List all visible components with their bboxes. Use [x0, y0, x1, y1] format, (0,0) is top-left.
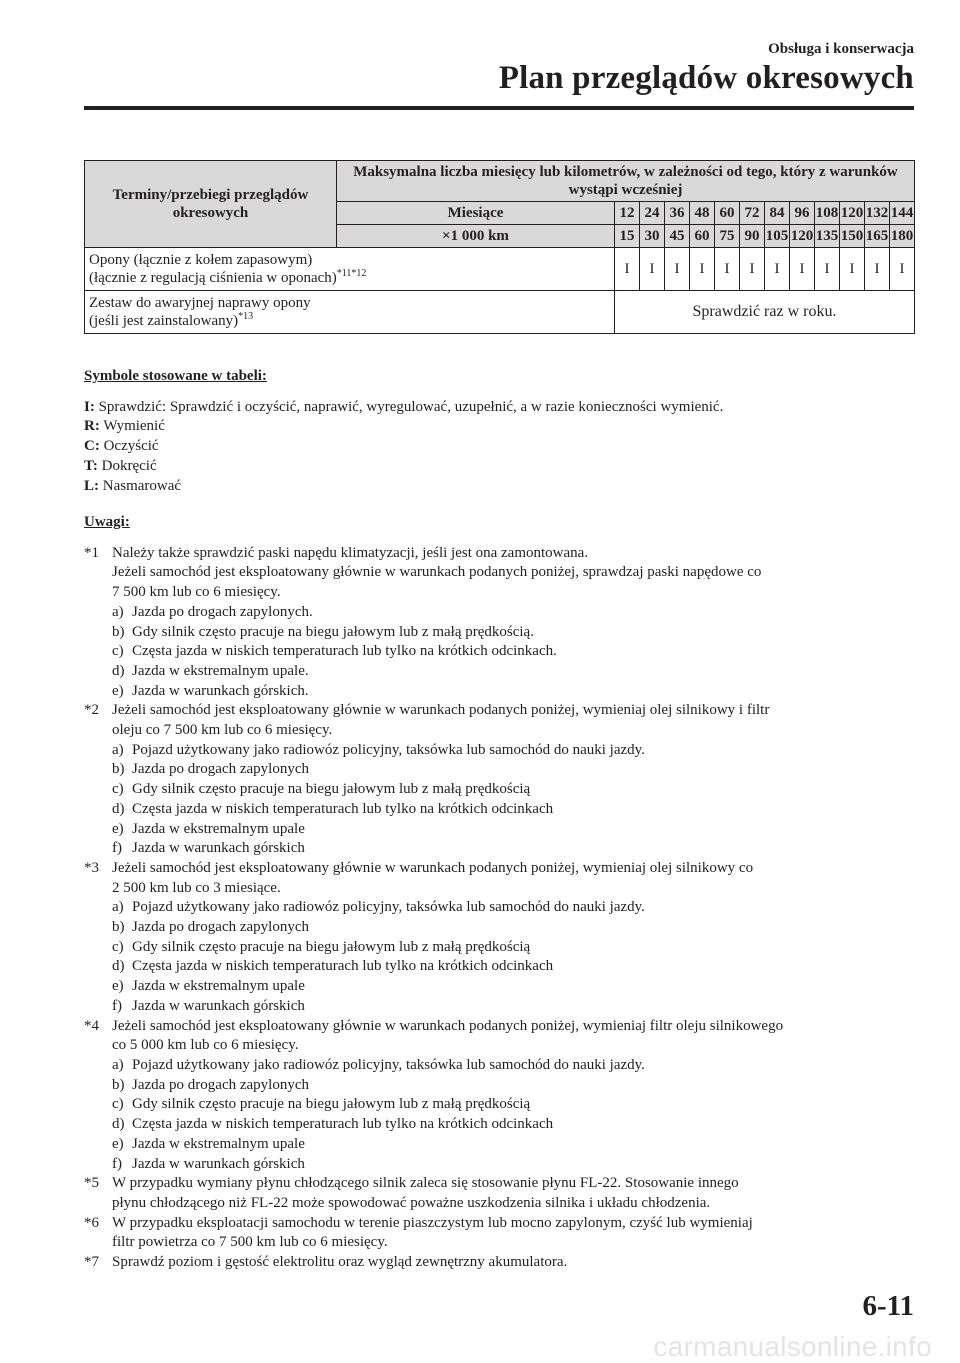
note-item: *1 Należy także sprawdzić paski napędu klimatyzacji, jeśli jest ona zamontowana. Jeżeli samochód jest eksploatowany głównie w warunkach podanych poniżej, sprawdzaj paski napędowe co 7 500 km lub co 6 miesięcy. a) Jazda po drogach zapylonych. b) Gdy silnik często pracuje na biegu jałowym lub z małą prędkością. c) Częsta jazda w niskich temperaturach lub tylko na krótkich odcinkach. d) Jazda w ekstremalnym upale. e) Jazda w warunkach górskich. [84, 544, 914, 702]
tire-check-cell: I [765, 248, 790, 291]
page-title: Plan przeglądów okresowych [498, 60, 914, 96]
note-subitem: a) Pojazd użytkowany jako radiowóz policyjny, taksówka lub samochód do nauki jazdy. [112, 899, 645, 916]
tire-check-cell: I [865, 248, 890, 291]
symbol-item: L: Nasmarować [84, 477, 182, 494]
tire-check-cell: I [665, 248, 690, 291]
km-cell: 135 [815, 225, 840, 248]
note-subitem: c) Gdy silnik często pracuje na biegu jałowym lub z małą prędkością [112, 1096, 531, 1113]
note-subitem: c) Gdy silnik często pracuje na biegu jałowym lub z małą prędkością [112, 781, 531, 798]
months-cell: 84 [765, 202, 790, 225]
km-label: ×1 000 km [337, 225, 615, 248]
table-row [85, 291, 915, 334]
tire-check-cell: I [890, 248, 915, 291]
note-subitem: b) Jazda po drogach zapylonych [112, 1076, 310, 1093]
months-cell: 120 [840, 202, 865, 225]
km-cell: 180 [890, 225, 915, 248]
tire-check-cell: I [715, 248, 740, 291]
tire-check-cell: I [790, 248, 815, 291]
notes-heading: Uwagi: [84, 514, 130, 530]
km-cell: 165 [865, 225, 890, 248]
note-subitem: f) Jazda w warunkach górskich [112, 997, 305, 1014]
note-subitem: d) Jazda w ekstremalnym upale. [112, 662, 309, 679]
km-cell: 150 [840, 225, 865, 248]
notes-section [84, 513, 914, 1273]
note-item: *7 Sprawdź poziom i gęstość elektrolitu oraz wygląd zewnętrzny akumulatora. [84, 1254, 568, 1271]
note-subitem: e) Jazda w ekstremalnym upale [112, 820, 305, 837]
months-cell: 60 [715, 202, 740, 225]
note-subitem: e) Jazda w ekstremalnym upale [112, 1135, 305, 1152]
table-head-span: Maksymalna liczba miesięcy lub kilometrów, w zależności od tego, który z warunków wystąpi wcześniej [337, 161, 915, 202]
symbol-item: R: Wymienić [84, 418, 165, 435]
tire-check-cell: I [690, 248, 715, 291]
section-title: Obsługa i konserwacja [768, 41, 914, 57]
note-item: *2 Jeżeli samochód jest eksploatowany głównie w warunkach podanych poniżej, wymieniaj olej silnikowy i filtr oleju co 7 500 km lub co 6 miesięcy. a) Pojazd użytkowany jako radiowóz policyjny, taksówka lub samochód do nauki jazdy. b) Jazda po drogach zapylonych c) Gdy silnik często pracuje na biegu jałowym lub z małą prędkością d) Częsta jazda w niskich temperaturach lub tylko na krótkich odcinkach e) Jazda w ekstremalnym upale f) Jazda w warunkach górskich [84, 701, 914, 859]
months-cell: 36 [665, 202, 690, 225]
note-subitem: e) Jazda w ekstremalnym upale [112, 978, 305, 995]
months-cell: 144 [890, 202, 915, 225]
header-rule [84, 106, 914, 110]
months-cell: 96 [790, 202, 815, 225]
note-subitem: d) Częsta jazda w niskich temperaturach lub tylko na krótkich odcinkach [112, 958, 554, 975]
symbols-section [84, 367, 914, 496]
note-subitem: b) Jazda po drogach zapylonych [112, 919, 310, 936]
table-head-left: Terminy/przebiegi przeglądów okresowych [85, 161, 337, 248]
note-subitem: c) Gdy silnik często pracuje na biegu jałowym lub z małą prędkością [112, 938, 531, 955]
symbols-heading: Symbole stosowane w tabeli: [84, 368, 267, 384]
km-cell: 75 [715, 225, 740, 248]
note-subitem: a) Pojazd użytkowany jako radiowóz policyjny, taksówka lub samochód do nauki jazdy. [112, 1056, 645, 1073]
km-cell: 90 [740, 225, 765, 248]
note-subitem: e) Jazda w warunkach górskich. [112, 682, 309, 699]
note-subitem: c) Częsta jazda w niskich temperaturach lub tylko na krótkich odcinkach. [112, 643, 557, 660]
note-subitem: d) Częsta jazda w niskich temperaturach lub tylko na krótkich odcinkach [112, 800, 554, 817]
km-cell: 120 [790, 225, 815, 248]
tire-check-cell: I [640, 248, 665, 291]
symbol-item: I: Sprawdzić: Sprawdzić i oczyścić, naprawić, wyregulować, uzupełnić, a w razie konieczności wymienić. [84, 398, 724, 415]
symbol-item: T: Dokręcić [84, 457, 157, 474]
note-subitem: a) Pojazd użytkowany jako radiowóz policyjny, taksówka lub samochód do nauki jazdy. [112, 741, 645, 758]
tire-check-cell: I [740, 248, 765, 291]
months-cell: 108 [815, 202, 840, 225]
note-subitem: b) Gdy silnik często pracuje na biegu jałowym lub z małą prędkością. [112, 623, 534, 640]
note-item: *4 Jeżeli samochód jest eksploatowany głównie w warunkach podanych poniżej, wymieniaj filtr oleju silnikowego co 5 000 km lub co 6 miesięcy. a) Pojazd użytkowany jako radiowóz policyjny, taksówka lub samochód do nauki jazdy. b) Jazda po drogach zapylonych c) Gdy silnik często pracuje na biegu jałowym lub z małą prędkością d) Częsta jazda w niskich temperaturach lub tylko na krótkich odcinkach e) Jazda w ekstremalnym upale f) Jazda w warunkach górskich [84, 1017, 914, 1175]
page-number: 6-11 [862, 1290, 914, 1322]
note-subitem: b) Jazda po drogach zapylonych [112, 761, 310, 778]
km-cell: 45 [665, 225, 690, 248]
months-cell: 132 [865, 202, 890, 225]
km-cell: 15 [615, 225, 640, 248]
note-item: *6 W przypadku eksploatacji samochodu w terenie piaszczystym lub mocno zapylonym, czyść lub wymieniaj filtr powietrza co 7 500 km lub co 6 miesięcy. [84, 1214, 753, 1251]
note-item: *5 W przypadku wymiany płynu chłodzącego silnik zaleca się stosowanie płynu FL-22. Stosowanie innego płynu chłodzącego niż FL-22 może spowodować poważne uszkodzenia silnika i układu chłodzenia. [84, 1175, 739, 1211]
repair-kit-merged-value: Sprawdzić raz w roku. [615, 291, 915, 334]
note-subitem: f) Jazda w warunkach górskich [112, 1155, 305, 1172]
km-cell: 105 [765, 225, 790, 248]
watermark: carmanualsonline.info [653, 1331, 932, 1362]
km-cell: 30 [640, 225, 665, 248]
note-subitem: f) Jazda w warunkach górskich [112, 840, 305, 857]
months-cell: 12 [615, 202, 640, 225]
maintenance-table [84, 160, 915, 334]
tire-check-cell: I [615, 248, 640, 291]
notes-list [84, 544, 914, 1273]
row-label-repair-kit: Zestaw do awaryjnej naprawy opony (jeśli jest zainstalowany)$^{*13}$ [85, 291, 615, 334]
months-cell: 48 [690, 202, 715, 225]
table-row [85, 248, 915, 291]
symbol-item: C: Oczyścić [84, 438, 159, 455]
months-label: Miesiące [337, 202, 615, 225]
symbols-list [84, 398, 914, 497]
km-cell: 60 [690, 225, 715, 248]
tire-check-cell: I [815, 248, 840, 291]
note-subitem: a) Jazda po drogach zapylonych. [112, 603, 313, 620]
months-cell: 24 [640, 202, 665, 225]
tire-check-cell: I [840, 248, 865, 291]
row-label-tires: Opony (łącznie z kołem zapasowym) (łącznie z regulacją ciśnienia w oponach)$^{*11*12}$ [85, 248, 615, 291]
note-subitem: d) Częsta jazda w niskich temperaturach lub tylko na krótkich odcinkach [112, 1116, 554, 1133]
note-item: *3 Jeżeli samochód jest eksploatowany głównie w warunkach podanych poniżej, wymieniaj olej silnikowy co 2 500 km lub co 3 miesiące. a) Pojazd użytkowany jako radiowóz policyjny, taksówka lub samochód do nauki jazdy. b) Jazda po drogach zapylonych c) Gdy silnik często pracuje na biegu jałowym lub z małą prędkością d) Częsta jazda w niskich temperaturach lub tylko na krótkich odcinkach e) Jazda w ekstremalnym upale f) Jazda w warunkach górskich [84, 859, 914, 1017]
months-cell: 72 [740, 202, 765, 225]
